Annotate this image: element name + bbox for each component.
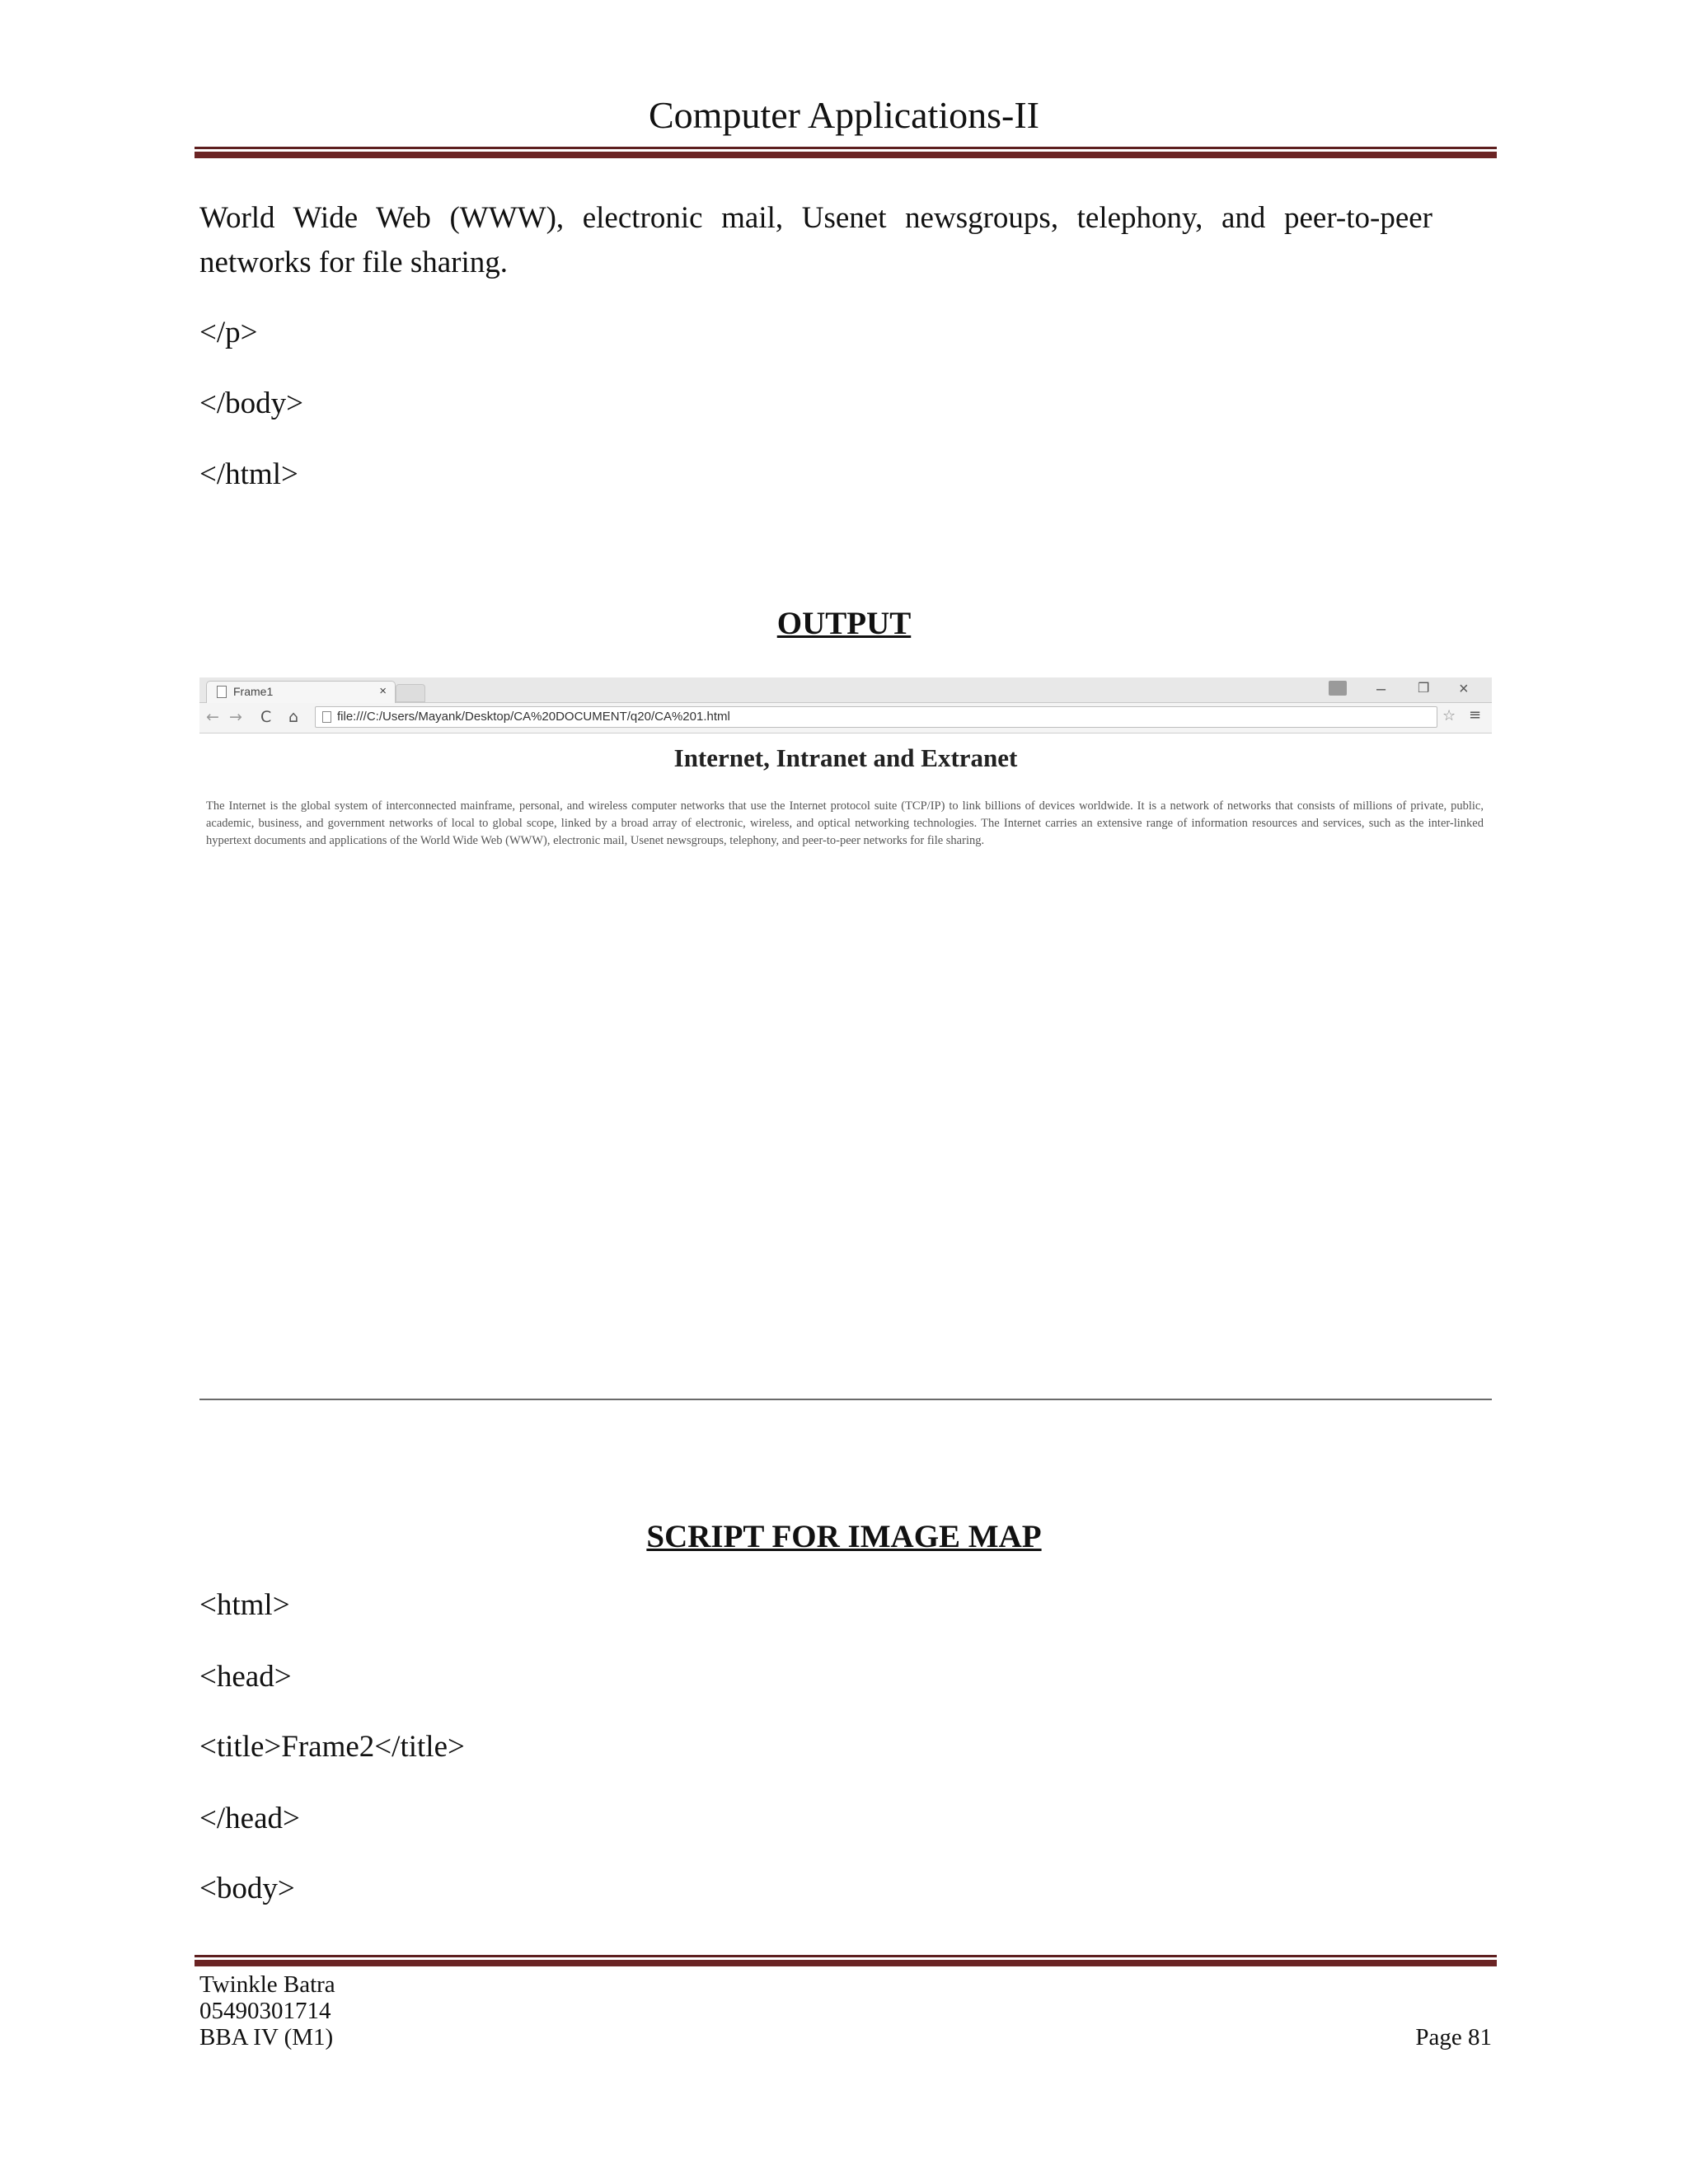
code-line: <head> (199, 1660, 292, 1694)
footer-name: Twinkle Batra (199, 1971, 335, 1998)
code-line: <title>Frame2</title> (199, 1730, 465, 1764)
back-arrow-icon[interactable]: ← (206, 708, 219, 726)
menu-icon[interactable]: ≡ (1469, 706, 1482, 724)
window-close-icon[interactable]: × (1459, 680, 1469, 698)
address-url: file:///C:/Users/Mayank/Desktop/CA%20DOCUMENT/q20/CA%201.html (337, 710, 730, 724)
browser-toolbar (199, 703, 1492, 733)
page-icon (217, 686, 227, 698)
browser-tab-bar (199, 677, 1492, 703)
footer-rule (195, 1955, 1497, 1966)
intro-paragraph: World Wide Web (WWW), electronic mail, Usenet newsgroups, telephony, and peer-to-peer networks for file sharing. (199, 201, 1432, 279)
browser-viewport (199, 733, 1492, 874)
reload-icon[interactable]: C (260, 708, 272, 726)
address-bar[interactable] (315, 706, 1437, 728)
footer-author-block (199, 1971, 335, 2050)
script-heading: SCRIPT FOR IMAGE MAP (646, 1519, 1042, 1554)
header-rule (195, 147, 1497, 158)
code-line: </head> (199, 1802, 300, 1835)
section-divider (199, 1399, 1492, 1400)
new-tab-button[interactable] (396, 684, 425, 702)
browser-tab[interactable] (206, 681, 396, 703)
browser-screenshot (199, 677, 1492, 874)
rendered-page-heading: Internet, Intranet and Extranet (673, 743, 1018, 772)
rendered-page-text: The Internet is the global system of interconnected mainframe, personal, and wireless computer networks that use the Internet protocol suite (TCP/IP) to link billions of devices worldwide. It is a network of networks that consists of millions of private, public, academic, business, and government networks of local to global scope, linked by a broad array of electronic, wireless, and optical networking technologies. The Internet carries an extensive range of information resources and services, such as the inter-linked hypertext documents and applications of the World Wide Web (WWW), electronic mail, Usenet newsgroups, telephony, and peer-to-peer networks for file sharing. (206, 799, 1484, 847)
page-number: Page 81 (1415, 2024, 1492, 2050)
window-maximize-icon[interactable]: ❐ (1418, 682, 1430, 696)
user-profile-icon[interactable] (1329, 681, 1347, 696)
window-minimize-icon[interactable]: – (1376, 680, 1386, 698)
bookmark-star-icon[interactable]: ☆ (1442, 707, 1456, 724)
footer-course: BBA IV (M1) (199, 2024, 334, 2050)
page-header-title: Computer Applications-II (649, 94, 1039, 136)
code-line: <html> (199, 1588, 290, 1622)
browser-tab-title: Frame1 (233, 685, 274, 698)
forward-arrow-icon[interactable]: → (229, 708, 242, 726)
code-line: </html> (199, 457, 298, 491)
tab-close-icon[interactable]: × (379, 684, 387, 698)
code-line: <body> (199, 1872, 295, 1905)
file-icon (322, 711, 331, 723)
home-icon[interactable]: ⌂ (288, 708, 299, 726)
footer-roll-number: 05490301714 (199, 1998, 331, 2024)
code-line: </p> (199, 316, 258, 349)
code-line: </body> (199, 387, 304, 420)
output-heading: OUTPUT (776, 606, 912, 641)
